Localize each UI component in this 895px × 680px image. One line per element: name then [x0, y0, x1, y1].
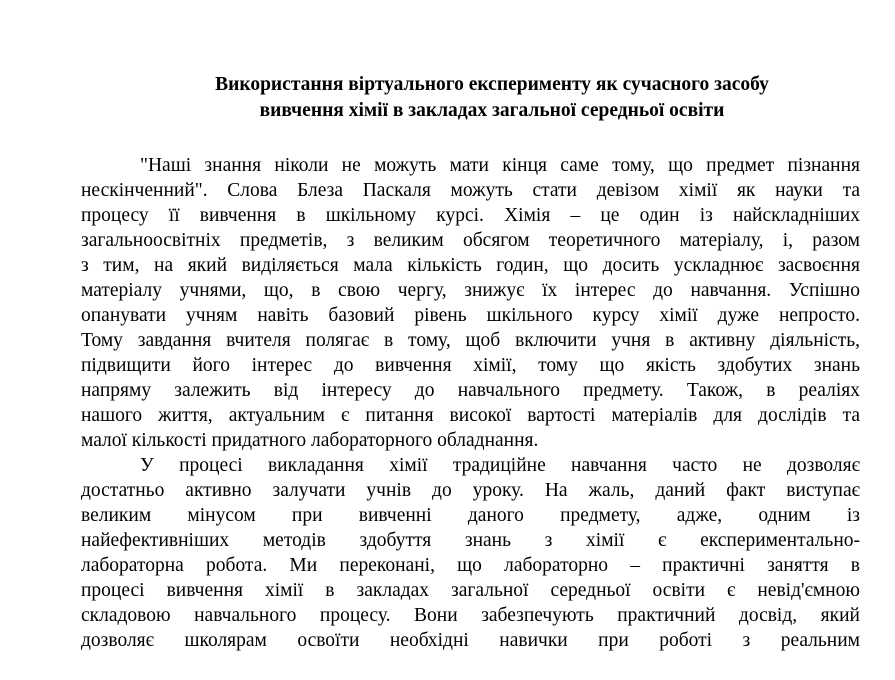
- paragraph-line: опанувати учням навіть базовий рівень шкільного курсу хімії дуже непросто.: [81, 305, 860, 326]
- paragraph-line: складовою навчального процесу. Вони забезпечують практичний досвід, який: [81, 605, 860, 626]
- paragraph-line: великим мінусом при вивченні даного предмету, адже, одним із: [81, 505, 860, 526]
- paragraph-line: підвищити його інтерес до вивчення хімії, тому що якість здобутих знань: [81, 355, 860, 376]
- paragraph-line: "Наші знання ніколи не можуть мати кінця саме тому, що предмет пізнання: [140, 155, 860, 176]
- paragraph-line: процесу її вивчення в шкільному курсі. Хімія – це один із найскладніших: [81, 205, 860, 226]
- paragraph-line: Тому завдання вчителя полягає в тому, щоб включити учня в активну діяльність,: [81, 330, 860, 351]
- paragraph-line: процесі вивчення хімії в закладах загальної середньої освіти є невід'ємною: [81, 580, 860, 601]
- paragraph-line: У процесі викладання хімії традиційне навчання часто не дозволяє: [140, 455, 860, 476]
- paragraph-line: загальноосвітніх предметів, з великим обсягом теоретичного матеріалу, і, разом: [81, 230, 860, 251]
- paragraph-line: нескінченний". Слова Блеза Паскаля можуть стати девізом хімії як науки та: [81, 180, 860, 201]
- paragraph-line: з тим, на який виділяється мала кількість годин, що досить ускладнює засвоєння: [81, 255, 860, 276]
- paragraph-line: матеріалу учнями, що, в свою чергу, знижує їх інтерес до навчання. Успішно: [81, 280, 860, 301]
- paragraph-line: нашого життя, актуальним є питання високої вартості матеріалів для дослідів та: [81, 405, 860, 426]
- paragraph-line: достатньо активно залучати учнів до уроку. На жаль, даний факт виступає: [81, 480, 860, 501]
- paragraph-line: найефективніших методів здобуття знань з хімії є експериментально-: [81, 530, 860, 551]
- paragraph-line: напряму залежить від інтересу до навчального предмету. Також, в реаліях: [81, 380, 860, 401]
- paragraph-line: лабораторна робота. Ми переконані, що лабораторно – практичні заняття в: [81, 555, 860, 576]
- document-title-line-2: вивчення хімії в закладах загальної середньої освіти: [259, 100, 725, 121]
- document-title-line-1: Використання віртуального експерименту як сучасного засобу: [215, 74, 769, 95]
- paragraph-line: малої кількості придатного лабораторного обладнання.: [81, 430, 539, 451]
- paragraph-line: дозволяє школярам освоїти необхідні навички при роботі з реальним: [81, 630, 860, 651]
